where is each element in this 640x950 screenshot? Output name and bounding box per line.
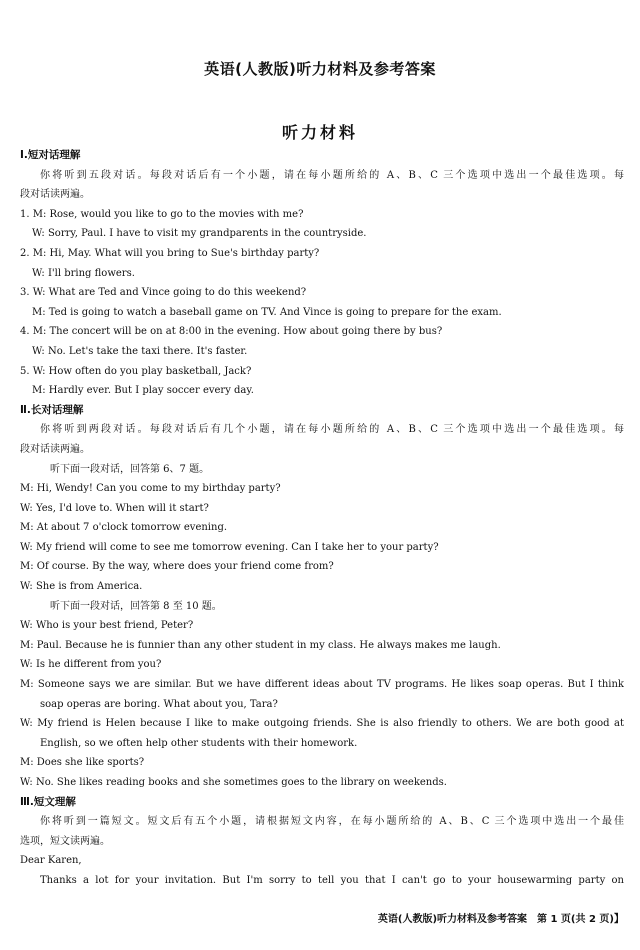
dialog-line: M: Hi, Wendy! Can you come to my birthday party? [20,483,281,495]
dialog-line: W: Sorry, Paul. I have to visit my grandparents in the countryside. [32,228,367,240]
section-title: 听力材料 [281,123,358,142]
part3-instruction: 你将听到一篇短文。短文后有五个小题，请根据短文内容，在每小题所给的 A、B、C 三个选项中选出一个最佳 [40,816,624,828]
part3-heading: Ⅲ.短文理解 [20,795,76,808]
dialog-line: 1. M: Rose, would you like to go to the movies with me? [20,208,304,220]
dialog-line: W: I'll bring flowers. [32,267,135,279]
document-body [20,146,624,891]
dialog-line: M: Does she like sports? [20,757,145,769]
dialog2-note: 听下面一段对话，回答第 8 至 10 题。 [50,600,222,612]
part1-instruction: 你将听到五段对话。每段对话后有一个小题，请在每小题所给的 A、B、C 三个选项中选出一个最佳选项。每 [40,169,624,181]
dialog-line: W: She is from America. [20,581,143,593]
dialog1-note: 听下面一段对话，回答第 6、7 题。 [50,463,210,475]
dialog-line: 2. M: Hi, May. What will you bring to Sue's birthday party? [20,247,320,259]
part1-instruction-cont: 段对话读两遍。 [20,189,90,201]
dialog-line: W: Is he different from you? [20,659,162,671]
dialog-line: W: Yes, I'd love to. When will it start? [20,502,209,514]
part2-instruction: 你将听到两段对话。每段对话后有几个小题，请在每小题所给的 A、B、C 三个选项中选出一个最佳选项。每 [40,424,624,436]
dialog-line: M: Of course. By the way, where does your friend come from? [20,561,334,573]
letter-body-line: Thanks a lot for your invitation. But I'm sorry to tell you that I can't go to your housewarming party on [40,874,624,886]
dialog-line: M: At about 7 o'clock tomorrow evening. [20,522,228,534]
part2-heading: Ⅱ.长对话理解 [20,403,84,416]
dialog-line: W: No. She likes reading books and she sometimes goes to the library on weekends. [20,777,447,788]
dialog-line: M: Paul. Because he is funnier than any other student in my class. He always makes me laugh. [20,639,501,651]
dialog-line: M: Ted is going to watch a baseball game on TV. And Vince is going to prepare for the exam. [32,306,502,318]
dialog-line: M: Someone says we are similar. But we have different ideas about TV programs. He likes soap operas. But I think [20,679,624,691]
part1-heading: Ⅰ.短对话理解 [20,149,81,161]
dialog-line: 5. W: How often do you play basketball, Jack? [20,365,252,377]
dialog-line: M: Hardly ever. But I play soccer every day. [32,385,254,397]
dialog-line: 4. M: The concert will be on at 8:00 in the evening. How about going there by bus? [20,326,443,338]
part3-instruction-cont: 选项，短文读两遍。 [20,835,110,847]
dialog-line: W: Who is your best friend, Peter? [20,620,194,632]
dialog-line: W: My friend is Helen because I like to make outgoing friends. She is also friendly to others. We are both good at [20,718,624,730]
dialog-line: 3. W: What are Ted and Vince going to do this weekend? [20,287,307,299]
letter-salutation: Dear Karen, [20,855,82,867]
dialog-line: W: No. Let's take the taxi there. It's faster. [32,345,248,357]
part2-instruction-cont: 段对话读两遍。 [20,443,90,455]
dialog-line-cont: English, so we often help other students with their homework. [40,737,358,749]
page-footer: 英语(人教版)听力材料及参考答案 第 1 页(共 2 页)】 [377,914,624,925]
dialog-line: W: My friend will come to see me tomorrow evening. Can I take her to your party? [20,541,439,553]
document-title: 英语(人教版)听力材料及参考答案 [204,60,436,78]
dialog-line-cont: soap operas are boring. What about you, Tara? [40,698,278,710]
